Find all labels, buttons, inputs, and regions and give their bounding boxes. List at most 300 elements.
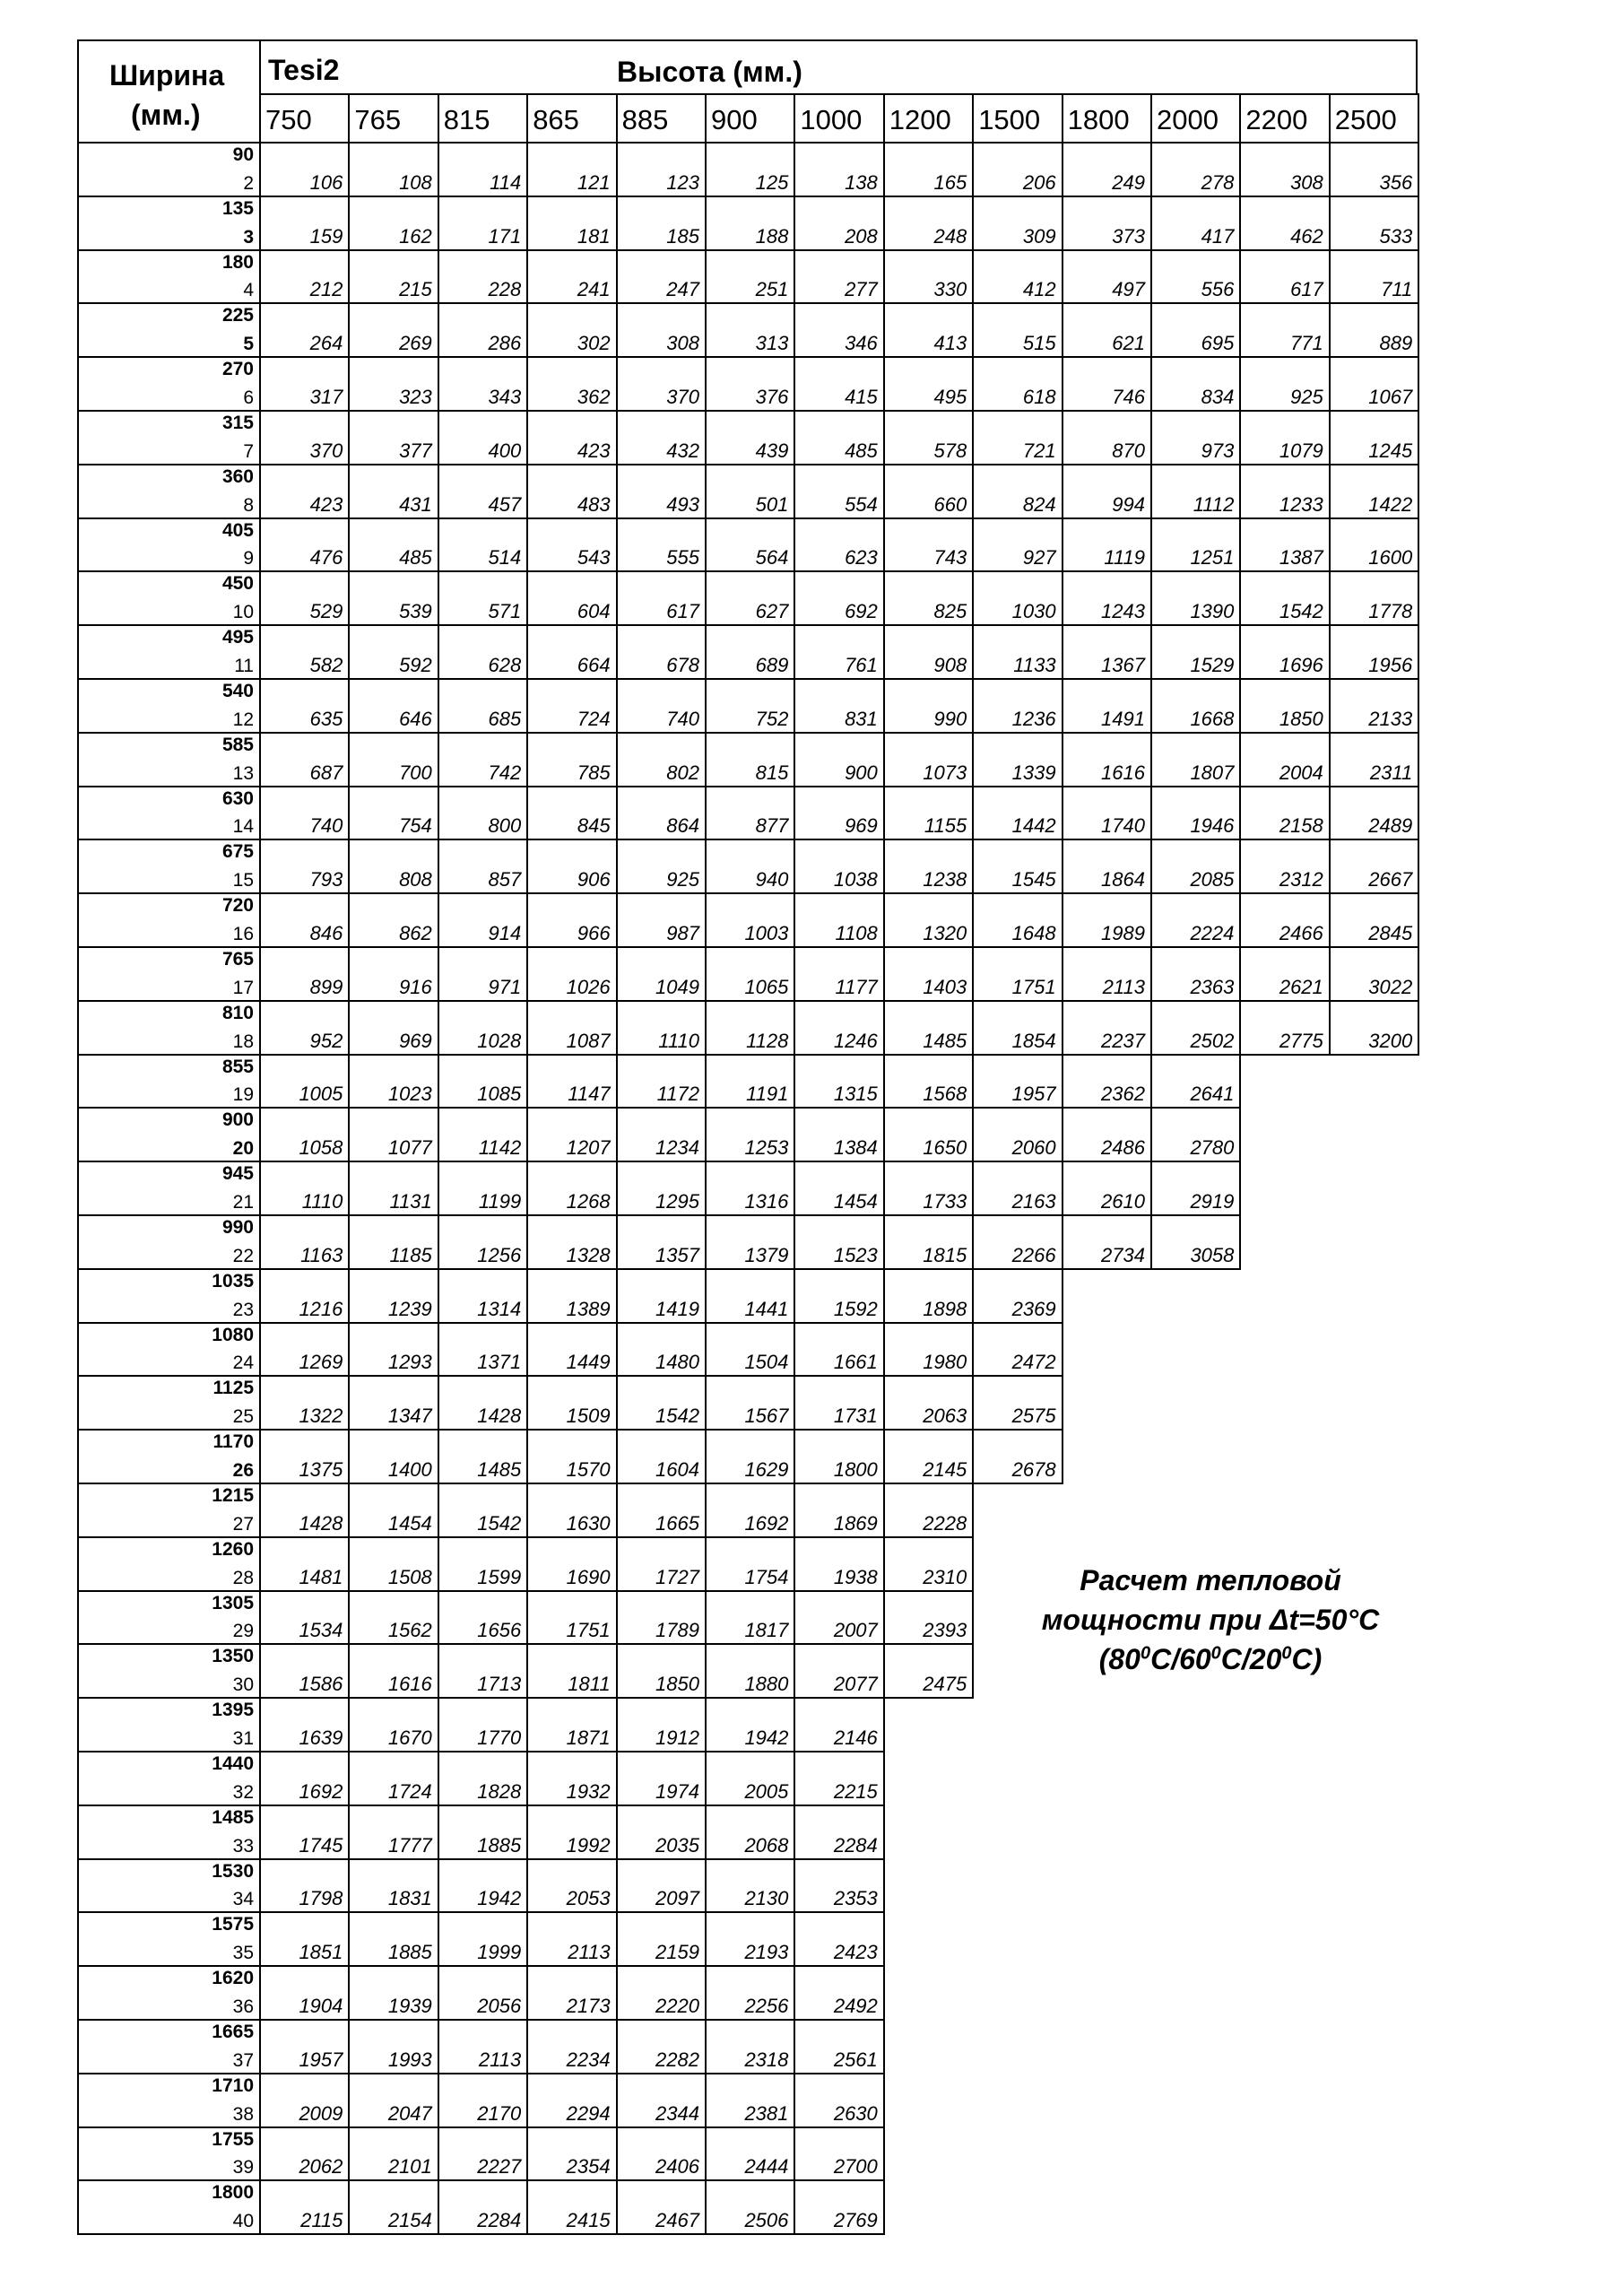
table-cell	[883, 1161, 974, 1216]
table-cell	[972, 1322, 1063, 1378]
table-row-label	[77, 892, 261, 948]
power-value: 746	[1112, 385, 1145, 408]
table-cell	[348, 1965, 438, 2021]
power-value: 1147	[568, 1083, 611, 1106]
power-value: 1357	[655, 1243, 699, 1266]
table-cell	[794, 1429, 884, 1484]
power-value: 2475	[923, 1673, 967, 1696]
table-cell	[1329, 839, 1419, 894]
table-cell	[438, 196, 528, 251]
table-cell	[526, 302, 617, 358]
table-cell	[794, 1107, 884, 1162]
power-value: 724	[577, 707, 611, 730]
row-width-mm: 1035	[212, 1270, 254, 1292]
table-cell	[705, 570, 795, 626]
power-value: 1880	[744, 1673, 789, 1696]
note-temp-open: (80	[1098, 1643, 1141, 1675]
row-width-mm: 90	[232, 144, 254, 165]
power-value: 969	[845, 814, 878, 838]
table-cell	[438, 2179, 528, 2235]
power-value: 2845	[1368, 921, 1413, 944]
power-value: 1504	[744, 1351, 789, 1374]
power-value: 2266	[1011, 1243, 1056, 1266]
power-value: 1713	[477, 1673, 522, 1696]
table-cell	[526, 356, 617, 412]
table-cell	[616, 410, 707, 465]
table-cell	[883, 196, 974, 251]
power-value: 1253	[744, 1136, 789, 1160]
power-value: 1347	[387, 1405, 432, 1428]
table-cell	[883, 142, 974, 197]
power-value: 2621	[1279, 975, 1323, 998]
table-cell	[526, 1483, 617, 1538]
table-cell	[794, 678, 884, 734]
table-row-label	[77, 1161, 261, 1216]
table-cell	[1329, 142, 1419, 197]
power-value: 423	[309, 492, 343, 516]
power-value: 1696	[1279, 653, 1323, 676]
table-cell	[1062, 624, 1152, 680]
table-cell	[616, 1214, 707, 1270]
table-row-label	[77, 1268, 261, 1324]
power-value: 1545	[1011, 868, 1056, 891]
power-value: 208	[845, 224, 878, 248]
table-row-label	[77, 249, 261, 305]
table-cell	[1239, 946, 1330, 1002]
power-value: 248	[933, 224, 967, 248]
row-width-mm: 540	[221, 681, 254, 701]
row-section-count: 8	[243, 494, 254, 516]
table-row-label	[77, 2179, 261, 2235]
power-value: 800	[488, 814, 522, 838]
table-cell	[794, 1911, 884, 1967]
height-column-label: 1500	[978, 104, 1041, 135]
table-cell	[972, 1375, 1063, 1431]
table-cell	[1150, 678, 1241, 734]
power-value: 1390	[1190, 600, 1235, 623]
table-cell	[1150, 570, 1241, 626]
table-cell	[972, 517, 1063, 573]
table-cell	[348, 517, 438, 573]
power-value: 1367	[1101, 653, 1145, 676]
power-value: 2444	[744, 2155, 789, 2179]
power-value: 1745	[299, 1833, 343, 1857]
power-value: 825	[933, 600, 967, 623]
power-value: 831	[845, 707, 878, 730]
table-cell	[705, 2126, 795, 2182]
power-value: 1599	[477, 1565, 522, 1588]
power-value: 845	[577, 814, 611, 838]
power-value: 106	[309, 170, 343, 194]
power-value: 308	[666, 332, 699, 355]
power-value: 2115	[300, 2209, 343, 2232]
table-cell	[794, 946, 884, 1002]
power-value: 439	[755, 439, 789, 462]
table-row-label	[77, 302, 261, 358]
power-value: 188	[755, 224, 789, 248]
row-width-mm: 945	[221, 1163, 254, 1185]
power-value: 664	[577, 653, 611, 676]
table-cell	[348, 946, 438, 1002]
power-value: 302	[577, 332, 611, 355]
row-section-count: 9	[243, 548, 254, 570]
table-cell	[972, 732, 1063, 787]
power-value: 2154	[387, 2209, 432, 2232]
table-cell	[794, 1697, 884, 1752]
power-value: 2486	[1101, 1136, 1145, 1160]
power-value: 1616	[387, 1673, 432, 1696]
power-value: 1067	[1368, 385, 1413, 408]
table-cell	[972, 302, 1063, 358]
table-cell	[1150, 1107, 1241, 1162]
power-value: 476	[309, 546, 343, 570]
power-value: 1191	[746, 1083, 789, 1106]
power-value: 1216	[299, 1297, 343, 1320]
table-cell	[259, 839, 350, 894]
power-value: 1989	[1101, 921, 1145, 944]
power-value: 1562	[387, 1619, 432, 1642]
table-cell	[1329, 464, 1419, 519]
table-cell	[1239, 410, 1330, 465]
power-value: 908	[933, 653, 967, 676]
power-value: 171	[488, 224, 522, 248]
power-value: 1243	[1101, 600, 1145, 623]
height-column-label: 750	[265, 104, 312, 135]
power-value: 834	[1201, 385, 1235, 408]
table-cell	[348, 2073, 438, 2128]
table-cell	[1239, 356, 1330, 412]
power-value: 1454	[387, 1511, 432, 1535]
table-cell	[259, 570, 350, 626]
power-value: 1110	[658, 1029, 699, 1052]
row-section-count: 20	[232, 1138, 254, 1160]
power-value: 695	[1201, 332, 1235, 355]
power-value: 1568	[923, 1083, 967, 1106]
row-width-mm: 1485	[212, 1806, 254, 1828]
table-cell	[259, 892, 350, 948]
table-cell	[972, 249, 1063, 305]
row-width-mm: 1620	[212, 1968, 254, 1989]
power-value: 1777	[387, 1833, 432, 1857]
power-value: 2146	[833, 1726, 878, 1749]
table-cell	[259, 1911, 350, 1967]
power-value: 432	[666, 439, 699, 462]
table-cell	[794, 302, 884, 358]
table-cell	[348, 892, 438, 948]
power-value: 1529	[1190, 653, 1235, 676]
table-cell	[616, 2073, 707, 2128]
power-value: 2362	[1101, 1083, 1145, 1106]
power-value: 660	[933, 492, 967, 516]
power-value: 1491	[1101, 707, 1145, 730]
table-cell	[705, 356, 795, 412]
table-cell	[438, 2019, 528, 2074]
power-value: 1079	[1279, 439, 1323, 462]
table-cell	[1062, 356, 1152, 412]
table-cell	[348, 1429, 438, 1484]
table-cell	[1150, 1054, 1241, 1109]
table-cell	[259, 1107, 350, 1162]
table-cell	[1150, 356, 1241, 412]
power-value: 2077	[833, 1673, 878, 1696]
table-cell	[794, 356, 884, 412]
power-value: 2575	[1011, 1405, 1056, 1428]
table-cell	[705, 1643, 795, 1699]
table-cell	[1062, 142, 1152, 197]
power-value: 362	[577, 385, 611, 408]
table-cell	[705, 1911, 795, 1967]
table-cell	[259, 1590, 350, 1646]
row-section-count: 5	[243, 334, 254, 355]
power-value: 2234	[566, 2048, 611, 2071]
table-cell	[1150, 464, 1241, 519]
power-value: 2009	[299, 2101, 343, 2125]
power-value: 1523	[833, 1243, 878, 1266]
table-row-label	[77, 1322, 261, 1378]
table-cell	[1062, 1054, 1152, 1109]
table-cell	[705, 2179, 795, 2235]
note-temp-close: C)	[1291, 1643, 1323, 1675]
table-cell	[348, 839, 438, 894]
height-column-label: 1800	[1067, 104, 1130, 135]
power-value: 571	[488, 600, 522, 623]
power-value: 1629	[744, 1457, 789, 1481]
table-cell	[616, 1483, 707, 1538]
power-value: 969	[399, 1029, 432, 1052]
power-value: 1403	[923, 975, 967, 998]
table-cell	[348, 2126, 438, 2182]
power-value: 1831	[387, 1887, 432, 1910]
table-cell	[616, 464, 707, 519]
power-value: 343	[488, 385, 522, 408]
table-cell	[616, 624, 707, 680]
row-width-mm: 1215	[212, 1485, 254, 1506]
power-value: 1932	[566, 1779, 611, 1803]
power-value: 2282	[655, 2048, 699, 2071]
power-value: 1668	[1190, 707, 1235, 730]
power-value: 1246	[833, 1029, 878, 1052]
power-value: 1851	[299, 1941, 343, 1964]
power-value: 1592	[833, 1297, 878, 1320]
table-row-label	[77, 1751, 261, 1806]
table-cell	[972, 196, 1063, 251]
table-cell	[348, 249, 438, 305]
table-cell	[526, 2126, 617, 2182]
power-value: 377	[399, 439, 432, 462]
row-section-count: 33	[232, 1835, 254, 1857]
table-cell	[883, 624, 974, 680]
power-value: 317	[309, 385, 343, 408]
power-value: 952	[309, 1029, 343, 1052]
power-value: 1485	[923, 1029, 967, 1052]
table-cell	[1062, 1161, 1152, 1216]
row-width-mm: 1350	[212, 1646, 254, 1667]
power-value: 2310	[923, 1565, 967, 1588]
table-cell	[1150, 1000, 1241, 1056]
table-cell	[259, 2019, 350, 2074]
table-cell	[972, 570, 1063, 626]
power-value: 3022	[1368, 975, 1413, 998]
row-section-count: 31	[232, 1727, 254, 1749]
table-cell	[705, 1483, 795, 1538]
power-value: 623	[845, 546, 878, 570]
table-cell	[794, 1214, 884, 1270]
power-value: 2919	[1190, 1189, 1235, 1213]
power-value: 1665	[655, 1511, 699, 1535]
table-cell	[794, 517, 884, 573]
power-value: 2502	[1190, 1029, 1235, 1052]
table-cell	[259, 1054, 350, 1109]
power-value: 413	[933, 332, 967, 355]
power-value: 1073	[923, 761, 967, 784]
table-row-label	[77, 1805, 261, 1860]
power-value: 2173	[566, 1994, 611, 2017]
table-cell	[1239, 464, 1330, 519]
power-value: 1233	[1279, 492, 1323, 516]
table-cell	[616, 142, 707, 197]
table-cell	[616, 1268, 707, 1324]
table-cell	[526, 464, 617, 519]
table-cell	[883, 1000, 974, 1056]
table-cell	[526, 410, 617, 465]
table-cell	[616, 1643, 707, 1699]
table-cell	[1150, 196, 1241, 251]
table-cell	[348, 1161, 438, 1216]
power-value: 914	[488, 921, 522, 944]
table-cell	[438, 1107, 528, 1162]
power-value: 1384	[833, 1136, 878, 1160]
power-value: 793	[309, 868, 343, 891]
table-row-label	[77, 1107, 261, 1162]
table-cell	[794, 1643, 884, 1699]
power-value: 2734	[1101, 1243, 1145, 1266]
power-value: 1049	[655, 975, 699, 998]
table-cell	[348, 196, 438, 251]
row-section-count: 22	[232, 1245, 254, 1266]
table-cell	[794, 2073, 884, 2128]
table-cell	[616, 732, 707, 787]
power-value: 899	[309, 975, 343, 998]
table-cell	[526, 1643, 617, 1699]
table-cell	[794, 1375, 884, 1431]
power-value: 1957	[299, 2048, 343, 2071]
row-width-mm: 135	[221, 197, 254, 219]
power-value: 125	[755, 170, 789, 194]
row-section-count: 28	[232, 1567, 254, 1588]
table-cell	[259, 356, 350, 412]
power-value: 1798	[299, 1887, 343, 1910]
table-cell	[972, 624, 1063, 680]
table-cell	[438, 1751, 528, 1806]
power-value: 1256	[477, 1243, 522, 1266]
row-width-mm: 315	[221, 413, 254, 433]
power-value: 1508	[387, 1565, 432, 1588]
power-value: 1864	[1101, 868, 1145, 891]
table-cell	[794, 410, 884, 465]
table-row-label	[77, 142, 261, 197]
table-cell	[526, 839, 617, 894]
power-value: 278	[1201, 170, 1235, 194]
power-value: 1038	[833, 868, 878, 891]
table-cell	[348, 786, 438, 841]
power-value: 990	[933, 707, 967, 730]
row-width-mm: 1125	[213, 1378, 254, 1399]
power-value: 761	[845, 653, 878, 676]
power-value: 1441	[744, 1297, 789, 1320]
table-cell	[1150, 892, 1241, 948]
power-value: 1980	[923, 1351, 967, 1374]
table-cell	[616, 249, 707, 305]
table-cell	[1239, 302, 1330, 358]
row-section-count: 26	[232, 1459, 254, 1481]
height-column-header	[616, 93, 707, 144]
row-section-count: 23	[232, 1299, 254, 1320]
row-section-count: 15	[232, 870, 254, 891]
power-value: 808	[399, 868, 432, 891]
power-value: 2035	[655, 1833, 699, 1857]
row-width-mm: 1305	[212, 1592, 254, 1613]
power-value: 1811	[568, 1673, 611, 1696]
power-value: 2489	[1368, 814, 1413, 838]
table-cell	[705, 2019, 795, 2074]
table-cell	[972, 786, 1063, 841]
table-cell	[705, 678, 795, 734]
table-cell	[1150, 1161, 1241, 1216]
power-value: 206	[1022, 170, 1056, 194]
table-row-label	[77, 1858, 261, 1914]
power-value: 857	[488, 868, 522, 891]
power-value: 114	[490, 170, 522, 194]
power-value: 785	[577, 761, 611, 784]
row-section-count: 37	[232, 2049, 254, 2071]
power-value: 2193	[744, 1941, 789, 1964]
power-value: 370	[309, 439, 343, 462]
table-cell	[794, 2019, 884, 2074]
row-section-count: 29	[232, 1621, 254, 1642]
table-cell	[616, 839, 707, 894]
table-cell	[1150, 786, 1241, 841]
table-row-label	[77, 2073, 261, 2128]
table-cell	[438, 678, 528, 734]
power-value: 2311	[1369, 761, 1413, 784]
power-value: 2641	[1190, 1083, 1235, 1106]
power-value: 1885	[477, 1833, 522, 1857]
row-section-count: 2	[243, 172, 254, 194]
table-cell	[348, 1805, 438, 1860]
table-cell	[883, 302, 974, 358]
table-cell	[616, 517, 707, 573]
power-value: 966	[577, 921, 611, 944]
table-cell	[348, 624, 438, 680]
table-cell	[259, 249, 350, 305]
power-value: 1850	[1279, 707, 1323, 730]
power-value: 564	[755, 546, 789, 570]
power-value: 1163	[300, 1243, 343, 1266]
row-width-mm: 1665	[212, 2022, 254, 2042]
table-cell	[883, 946, 974, 1002]
table-cell	[259, 1643, 350, 1699]
power-value: 264	[309, 332, 343, 355]
power-value: 740	[666, 707, 699, 730]
table-cell	[526, 1107, 617, 1162]
table-row-label	[77, 786, 261, 841]
power-value: 1131	[389, 1189, 432, 1213]
table-cell	[794, 1858, 884, 1914]
power-value: 185	[666, 224, 699, 248]
table-row-label	[77, 2126, 261, 2182]
table-cell	[883, 410, 974, 465]
table-cell	[348, 1536, 438, 1592]
